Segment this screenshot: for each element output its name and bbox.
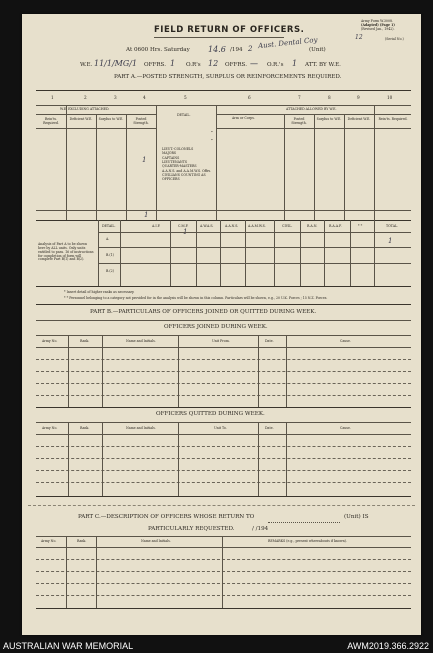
quitted-col: Rank. xyxy=(80,426,90,430)
col-deficient-we-att: Deficient W.E. xyxy=(347,117,371,121)
rule xyxy=(216,105,217,220)
rule xyxy=(258,335,259,407)
detail-row: QUARTER-MASTERS xyxy=(162,164,197,169)
title-underline xyxy=(154,37,284,38)
footer-accession-number: AWM2019.366.2922 xyxy=(347,641,429,651)
we-handwritten: 11/1/MG/1 xyxy=(94,59,138,68)
detail-row: CAPTAINS xyxy=(162,155,180,160)
rule xyxy=(36,571,411,572)
col-number: 1 xyxy=(51,95,54,100)
rule xyxy=(66,105,67,220)
joined-heading: OFFICERS JOINED DURING WEEK. xyxy=(164,324,268,330)
offrs2-handwritten: — xyxy=(250,59,258,68)
rule xyxy=(36,608,411,609)
col-number: 2 xyxy=(84,95,87,100)
joined-col: Name and Initials. xyxy=(126,339,156,343)
joined-col: Unit From. xyxy=(212,339,230,343)
offrs-handwritten: 1 xyxy=(170,59,176,68)
rule xyxy=(36,210,411,211)
analysis-row-b2: B.(2) xyxy=(106,269,114,273)
part-a-heading: PART A.—POSTED STRENGTH, SURPLUS OR REINFORCEMENTS REQUIRED. xyxy=(114,74,342,80)
rule xyxy=(98,263,411,264)
analysis-col: A.A.N.S. xyxy=(225,224,239,228)
year-handwritten: 2 xyxy=(248,45,253,53)
part-c-heading: PART C.—DESCRIPTION OF OFFICERS WHOSE RETURN TO xyxy=(78,514,255,520)
we-label: W.E. xyxy=(80,62,93,68)
detail-row: LIEUTENANTS xyxy=(162,159,188,164)
rule xyxy=(96,114,97,220)
dot: • xyxy=(211,130,213,134)
unit-label: (Unit) xyxy=(309,47,326,53)
offrs-label: OFFRS. xyxy=(144,62,166,68)
rule xyxy=(102,335,103,407)
form-title: FIELD RETURN OF OFFICERS. xyxy=(154,25,305,35)
analysis-detail-label: DETAIL. xyxy=(102,224,116,228)
rule xyxy=(324,220,325,286)
perforation-line xyxy=(28,505,415,506)
form-sheet xyxy=(22,14,421,635)
col-posted-strength-att: Posted Strength. xyxy=(291,117,307,125)
year-label: /194 xyxy=(230,47,243,53)
rule xyxy=(98,232,411,233)
rule xyxy=(36,434,411,435)
rule xyxy=(36,395,411,396)
part-c-col: REMARKS (e.g., present whereabouts if known). xyxy=(268,539,347,543)
col-reints-required: Rein'ts. Required. xyxy=(43,117,59,125)
analysis-col: CIVIL. xyxy=(282,224,293,228)
quitted-col: Unit To. xyxy=(214,426,227,430)
rule xyxy=(66,536,67,608)
rule xyxy=(36,446,411,447)
part-c-unit-label: (Unit) IS xyxy=(344,514,369,520)
rule xyxy=(274,220,275,286)
rule xyxy=(96,536,97,608)
joined-col: Rank. xyxy=(80,339,90,343)
footer-institution: AUSTRALIAN WAR MEMORIAL xyxy=(3,641,134,651)
offrs2-label: OFFRS. xyxy=(225,62,247,68)
rule xyxy=(36,407,411,408)
rule xyxy=(36,105,411,106)
ors2-handwritten: 1 xyxy=(292,59,298,68)
rule xyxy=(68,335,69,407)
col-number: 4 xyxy=(143,95,146,100)
analysis-col: R.A.A.F. xyxy=(329,224,342,228)
dot: • xyxy=(211,138,213,142)
total-handwritten: 1 xyxy=(388,237,393,245)
col-reints-required-att: Rein'ts. Required. xyxy=(378,117,408,121)
quitted-col: Date. xyxy=(265,426,274,430)
col-number: 8 xyxy=(328,95,331,100)
detail-row: MAJORS xyxy=(162,151,177,156)
analysis-col: R.A.N. xyxy=(307,224,318,228)
rule xyxy=(374,105,375,220)
rule xyxy=(68,422,69,496)
rule xyxy=(268,522,340,523)
rule xyxy=(36,547,411,548)
ors-handwritten: 12 xyxy=(208,59,219,68)
rule xyxy=(126,114,127,220)
rule xyxy=(286,335,287,407)
at-hours-label: At 0600 Hrs. Saturday xyxy=(126,47,190,53)
form-ref-line: (Adapted) (Page 1) xyxy=(361,23,395,28)
cmf-handwritten: 1 xyxy=(183,228,188,236)
rule xyxy=(36,383,411,384)
form-ref-line: Army Form W.3008. xyxy=(361,19,394,23)
analysis-note: Analysis of Part A to be shown here by ALL units. Only units entitled to para. 16 of instructions for completion of form will complete Part B(1) and B(2). xyxy=(38,242,94,262)
quitted-col: Army No. xyxy=(42,426,58,430)
posted-mark-handwritten: 1 xyxy=(142,156,147,164)
rule xyxy=(286,422,287,496)
part-b-heading: PART B.—PARTICULARS OF OFFICERS JOINED OR QUITTED DURING WEEK. xyxy=(90,309,317,315)
col-deficient-we: Deficient W.E. xyxy=(69,117,93,121)
detail-row: LIEUT.-COLONELS xyxy=(162,147,194,151)
rule xyxy=(36,347,411,348)
analysis-col: C.M.F. xyxy=(178,224,189,228)
attached-allowed-header: ATTACHED ALLOWED BY W.E. xyxy=(286,107,337,111)
col-number: 5 xyxy=(184,95,187,100)
rule xyxy=(98,247,411,248)
col-posted-strength: Posted Strength. xyxy=(133,117,149,125)
rule xyxy=(36,470,411,471)
detail-header: DETAIL. xyxy=(177,113,191,117)
part-c-col: Name and Initials. xyxy=(141,539,171,543)
rule xyxy=(36,559,411,560)
rule xyxy=(98,220,99,286)
rule xyxy=(36,320,411,321)
ors-label: O.R's xyxy=(186,62,201,68)
rule xyxy=(196,220,197,286)
detail-row: CIVILIANS COUNTING AS OFFICERS xyxy=(162,172,206,182)
form-reference xyxy=(361,20,421,32)
part-c-date-blank: / /194 xyxy=(252,526,269,532)
col-surplus-we: Surplus to W.E. xyxy=(98,117,124,121)
detail-row: A.A.N.S. and A.A.M.W.S. Offrs. xyxy=(162,168,212,173)
rule xyxy=(284,114,285,220)
col-number: 10 xyxy=(387,95,393,100)
rule xyxy=(178,422,179,496)
part-c-col: Rank. xyxy=(77,539,87,543)
analysis-col: TOTAL. xyxy=(386,224,399,228)
rule xyxy=(36,90,411,91)
rule xyxy=(374,220,375,286)
rule xyxy=(36,304,411,305)
part-c-requested: PARTICULARLY REQUESTED. xyxy=(148,526,235,532)
joined-col: Cause. xyxy=(340,339,351,343)
joined-col: Date. xyxy=(265,339,274,343)
col-arm-corps: Arm or Corps. xyxy=(232,116,255,120)
analysis-col: * * xyxy=(358,224,363,228)
joined-col: Army No. xyxy=(42,339,58,343)
rule xyxy=(36,286,411,287)
rule xyxy=(36,458,411,459)
rule xyxy=(36,496,411,497)
rule xyxy=(36,595,411,596)
date-handwritten: 14.6 xyxy=(208,45,226,54)
analysis-col: A.A.M.W.S. xyxy=(248,224,266,228)
quitted-col: Cause. xyxy=(340,426,351,430)
col-surplus-we-att: Surplus to W.E. xyxy=(316,117,342,121)
rule xyxy=(245,220,246,286)
rule xyxy=(300,220,301,286)
col-number: 9 xyxy=(357,95,360,100)
analysis-row-b1: B.(1) xyxy=(106,253,114,257)
footnote-2: * * Personnel belonging to a category not provided for in the analysis will be shown in this column. Particulars will be shown, e.g., 20 U.K. Forces ; 15 N.Z. Forces. xyxy=(64,296,328,300)
att-label: ATT. BY W.E. xyxy=(305,62,341,68)
rule xyxy=(102,422,103,496)
rule xyxy=(220,220,221,286)
rule xyxy=(36,536,411,537)
rule xyxy=(350,220,351,286)
col-number: 6 xyxy=(248,95,251,100)
form-ref-line: (Revised Jan., 1942). xyxy=(361,27,395,32)
rule xyxy=(36,583,411,584)
we-excluding-attached-header: W.E. EXCLUDING ATTACHED. xyxy=(60,107,110,111)
rule xyxy=(344,114,345,220)
posted-total-handwritten: 1 xyxy=(144,211,149,219)
archive-footer xyxy=(0,638,433,653)
unit-handwritten: Aust. Dental Coy xyxy=(257,35,318,51)
rule xyxy=(36,422,411,423)
rule xyxy=(156,105,157,220)
rule xyxy=(36,335,411,336)
detail-rows xyxy=(162,147,214,182)
rule xyxy=(178,335,179,407)
rule xyxy=(314,114,315,220)
rule xyxy=(36,371,411,372)
ors2-label: O.R.'s xyxy=(267,62,284,68)
footnote-1: * Insert detail of higher ranks as necessary. xyxy=(64,290,135,294)
analysis-col: A.W.A.S. xyxy=(200,224,214,228)
serial-label: (Serial No.) xyxy=(385,37,404,41)
part-c-col: Army No. xyxy=(41,539,57,543)
rule xyxy=(170,220,171,286)
rule xyxy=(120,220,121,286)
quitted-heading: OFFICERS QUITTED DURING WEEK. xyxy=(156,411,265,417)
rule xyxy=(36,220,411,221)
rule xyxy=(36,359,411,360)
rule xyxy=(222,536,223,608)
col-number: 7 xyxy=(298,95,301,100)
analysis-col: A.I.F. xyxy=(152,224,161,228)
serial-number-handwritten: 12 xyxy=(355,34,363,41)
rule xyxy=(36,482,411,483)
quitted-col: Name and Initials. xyxy=(126,426,156,430)
rule xyxy=(258,422,259,496)
analysis-row-a: A. xyxy=(106,237,110,241)
col-number: 3 xyxy=(114,95,117,100)
